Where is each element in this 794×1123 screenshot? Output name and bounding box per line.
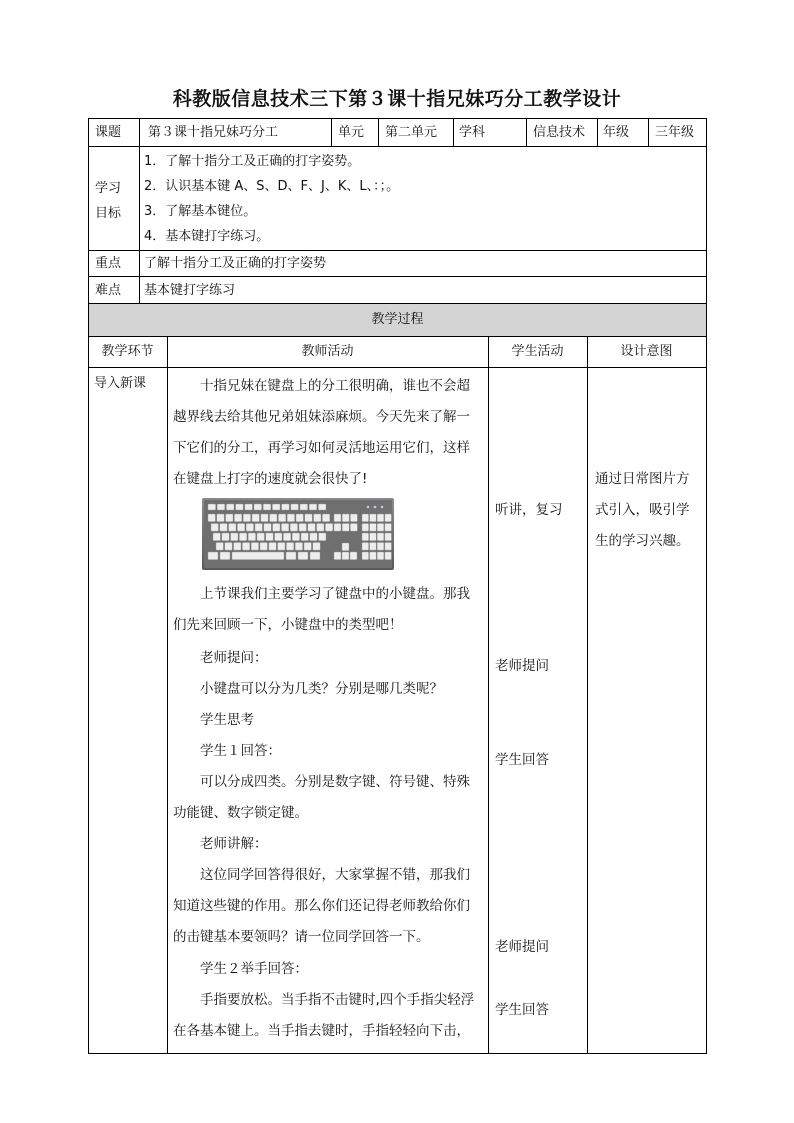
keyboard-key <box>385 533 392 541</box>
keyboard-key <box>305 514 312 522</box>
keyboard-key <box>245 504 253 510</box>
keyboard-indicator <box>367 506 370 509</box>
keyboard-key <box>283 533 290 541</box>
keyboard-key <box>350 552 357 560</box>
keyboard-key <box>377 514 384 522</box>
column-intent: 设计意图 <box>620 344 673 359</box>
keyboard-key <box>211 524 218 532</box>
keyboard-key <box>313 543 320 551</box>
keyboard-key <box>217 504 225 510</box>
keyboard-key <box>304 543 311 551</box>
keyboard-key <box>286 552 296 560</box>
keyboard-key <box>319 533 326 541</box>
teacher-line: 十指兄妹在键盘上的分工很明确，谁也不会超 <box>173 378 470 394</box>
keyboard-key <box>310 552 320 560</box>
teacher-line: 老师讲解： <box>173 836 268 852</box>
process-header: 教学过程 <box>371 312 424 327</box>
keyboard-key <box>248 533 255 541</box>
keyboard-key <box>342 543 349 551</box>
keyboard-key <box>295 543 302 551</box>
teacher-line: 下它们的分工，再学习如何灵活地运用它们，这样 <box>173 440 470 456</box>
keyboard-key <box>300 504 308 510</box>
keyboard-key <box>234 543 241 551</box>
keyboard-key <box>370 552 377 560</box>
intent-line: 式引入，吸引学 <box>595 502 690 518</box>
keyboard-key <box>342 552 349 560</box>
keyboard-key <box>217 514 224 522</box>
keyboard-key <box>314 514 321 522</box>
course-label: 课题 <box>95 125 122 140</box>
objective-item: 3．了解基本键位。 <box>144 204 257 219</box>
teacher-line: 的击键基本要领吗？请一位同学回答一下。 <box>173 929 430 945</box>
objective-item: 4．基本键打字练习。 <box>144 229 270 244</box>
teacher-line: 功能键、数字锁定键。 <box>173 805 308 821</box>
keyboard-key <box>296 514 303 522</box>
keyboard-key <box>208 552 218 560</box>
teacher-line: 知道这些键的作用。那么你们还记得老师教给你们 <box>173 898 470 914</box>
teacher-line: 学生思考 <box>173 712 254 728</box>
objectives-label-1: 学习 <box>95 181 122 196</box>
keyboard-key <box>213 533 220 541</box>
keyboard-key <box>270 514 277 522</box>
keyboard-key <box>292 533 299 541</box>
teacher-line: 上节课我们主要学习了键盘中的小键盘。那我 <box>173 586 470 602</box>
keyboard-key <box>242 543 249 551</box>
keyboard-key <box>261 514 268 522</box>
keyboard-key <box>263 504 271 510</box>
subject-value: 信息技术 <box>533 125 586 140</box>
difficulty-value: 基本键打字练习 <box>144 283 236 298</box>
teacher-line: 手指要放松。当手指不击键时,四个手指尖轻浮 <box>173 992 475 1008</box>
keyboard-key <box>362 533 369 541</box>
keyboard-key <box>264 524 271 532</box>
keyboard-indicator <box>381 506 384 509</box>
keyboard-key <box>370 524 377 532</box>
objective-item: 2．认识基本键 A、S、D、F、J、K、L、：；。 <box>144 179 400 194</box>
keyboard-key <box>362 552 369 560</box>
teacher-line: 可以分成四类。分别是数字键、符号键、特殊 <box>173 774 470 790</box>
keyboard-key <box>278 514 285 522</box>
keyboard-key <box>342 524 349 532</box>
keyboard-image <box>202 498 394 570</box>
teacher-line: 这位同学回答得很好，大家掌握不错，那我们 <box>173 867 470 883</box>
objective-item: 1．了解十指分工及正确的打字姿势。 <box>144 154 361 169</box>
keyboard-key <box>208 504 216 510</box>
keyboard-key <box>269 543 276 551</box>
keyboard-key <box>226 514 233 522</box>
keyboard-key <box>246 524 253 532</box>
teacher-line: 越界线去给其他兄弟姐妹添麻烦。今天先来了解一 <box>173 409 470 425</box>
student-note: 老师提问 <box>495 658 549 674</box>
keyboard-key <box>298 552 308 560</box>
keyboard-key <box>350 514 357 522</box>
keyboard-key <box>317 524 324 532</box>
teacher-line: 在各基本键上。当手指去键时，手指轻轻向下击， <box>173 1023 470 1039</box>
keyboard-key <box>257 533 264 541</box>
keyboard-key <box>325 524 332 532</box>
teacher-line: 在键盘上打字的速度就会很快了! <box>173 471 368 487</box>
keyboard-key <box>220 524 227 532</box>
keyboard-key <box>282 504 290 510</box>
keyboard-key <box>243 514 250 522</box>
keyboard-key <box>232 552 284 560</box>
keyboard-key <box>385 524 392 532</box>
keyboard-key <box>287 514 294 522</box>
keyboard-key <box>301 533 308 541</box>
intent-line: 生的学习兴趣。 <box>595 533 690 549</box>
column-stage: 教学环节 <box>101 344 154 359</box>
keyboard-key <box>377 543 384 551</box>
keyboard-key <box>334 524 341 532</box>
keyboard-key <box>208 514 215 522</box>
subject-label: 学科 <box>459 125 486 140</box>
key-point-value: 了解十指分工及正确的打字姿势 <box>144 256 327 271</box>
objectives-label-2: 目标 <box>95 206 122 221</box>
student-note: 学生回答 <box>495 1002 549 1018</box>
keyboard-key <box>286 543 293 551</box>
keyboard-key <box>216 543 223 551</box>
keyboard-key <box>254 504 262 510</box>
keyboard-key <box>272 504 280 510</box>
keyboard-key <box>252 514 259 522</box>
column-student: 学生活动 <box>511 344 564 359</box>
keyboard-key <box>278 543 285 551</box>
document-title: 科教版信息技术三下第３课十指兄妹巧分工教学设计 <box>172 88 622 110</box>
keyboard-key <box>260 543 267 551</box>
teacher-line: 学生１回答： <box>173 743 281 759</box>
keyboard-key <box>290 524 297 532</box>
keyboard-key <box>266 533 273 541</box>
keyboard-key <box>222 533 229 541</box>
keyboard-key <box>385 543 392 551</box>
grade-label: 年级 <box>603 125 630 140</box>
keyboard-key <box>275 533 282 541</box>
keyboard-key <box>229 524 236 532</box>
keyboard-key <box>334 552 341 560</box>
keyboard-key <box>308 524 315 532</box>
keyboard-key <box>255 524 262 532</box>
keyboard-key <box>273 524 280 532</box>
keyboard-key <box>385 514 392 522</box>
keyboard-key <box>362 543 369 551</box>
keyboard-key <box>370 543 377 551</box>
course-value: 第３课十指兄妹巧分工 <box>148 125 279 140</box>
keyboard-key <box>309 504 317 510</box>
stage-intro: 导入新课 <box>94 376 147 391</box>
student-note: 听讲，复习 <box>495 502 563 518</box>
keyboard-key <box>362 524 369 532</box>
keyboard-key <box>220 552 230 560</box>
unit-label: 单元 <box>338 125 365 140</box>
unit-value: 第二单元 <box>385 125 438 140</box>
keyboard-key <box>281 524 288 532</box>
keyboard-key <box>251 543 258 551</box>
keyboard-key <box>226 504 234 510</box>
keyboard-key <box>236 504 244 510</box>
keyboard-key <box>231 533 238 541</box>
keyboard-key <box>310 533 317 541</box>
keyboard-key <box>237 524 244 532</box>
keyboard-key <box>334 514 341 522</box>
teacher-line: 们先来回顾一下，小键盘中的类型吧！ <box>173 617 403 633</box>
keyboard-key <box>322 514 329 522</box>
keyboard-key <box>362 514 369 522</box>
intent-line: 通过日常图片方 <box>595 471 690 487</box>
student-note: 学生回答 <box>495 752 549 768</box>
keyboard-key <box>225 543 232 551</box>
keyboard-indicator <box>374 506 377 509</box>
keyboard-key <box>291 504 299 510</box>
keyboard-key <box>350 524 357 532</box>
keyboard-key <box>377 524 384 532</box>
keyboard-key <box>385 552 392 560</box>
keyboard-key <box>299 524 306 532</box>
key-point-label: 重点 <box>95 256 122 271</box>
difficulty-label: 难点 <box>95 283 122 298</box>
student-note: 老师提问 <box>495 939 549 955</box>
column-teacher: 教师活动 <box>301 344 354 359</box>
keyboard-key <box>239 533 246 541</box>
keyboard-key <box>370 533 377 541</box>
keyboard-key <box>234 514 241 522</box>
teacher-line: 学生２举手回答： <box>173 961 308 977</box>
teacher-line: 老师提问： <box>173 650 268 666</box>
keyboard-key <box>318 504 326 510</box>
keyboard-key <box>370 514 377 522</box>
teacher-line: 小键盘可以分为几类？分别是哪几类呢？ <box>173 681 443 697</box>
keyboard-key <box>342 514 349 522</box>
keyboard-key <box>377 552 384 560</box>
grade-value: 三年级 <box>655 125 695 140</box>
keyboard-key <box>377 533 384 541</box>
